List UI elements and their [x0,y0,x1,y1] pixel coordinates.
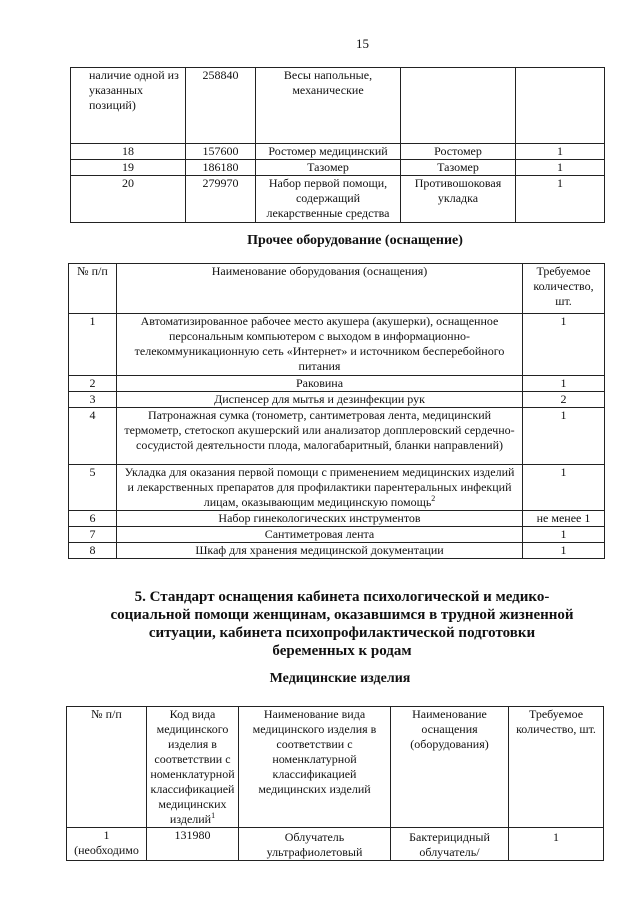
cell-qty: не менее 1 [523,511,605,527]
cell-num: 20 [71,176,186,223]
cell-num: 1 [69,314,117,376]
cell-name: Ростомер медицинский [256,144,401,160]
cell-num: 2 [69,376,117,392]
table-header-row [67,707,604,828]
cell-qty: 2 [523,392,605,408]
cell-name: Шкаф для хранения медицинской документации [117,543,523,559]
header-code-text: Код вида медицинского изделия в соответствии с номенклатурной классификацией медицинских изделий [150,707,235,826]
table-row [69,314,605,376]
cell-name: Набор гинекологических инструментов [117,511,523,527]
cell-qty: 1 [516,160,605,176]
cell-code: 157600 [186,144,256,160]
cell-qty: 1 [516,176,605,223]
cell-name: Тазомер [256,160,401,176]
table-row [69,527,605,543]
header-num: № п/п [69,264,117,314]
table-row [71,176,605,223]
medical-devices-table-continued [70,67,605,223]
table-row [69,543,605,559]
cell-num: 7 [69,527,117,543]
cell-name [117,465,523,511]
cell-qty: 1 [523,527,605,543]
cell-name-text: Укладка для оказания первой помощи с применением медицинских изделий и лекарственных препаратов для профилактики парентеральных инфекций лицам, оказывающим медицинскую помощь [124,465,515,509]
cell-num: 19 [71,160,186,176]
cell-name: Набор первой помощи, содержащий лекарственные средства [256,176,401,223]
table-row [67,828,604,861]
other-equipment-table [68,263,605,559]
header-num: № п/п [67,707,147,828]
section-5-medical-devices-table [66,706,604,861]
cell-qty: 1 [523,465,605,511]
cell-name: Весы напольные, механические [256,68,401,144]
cell-qty: 1 [516,144,605,160]
section-heading-other-equipment: Прочее оборудование (оснащение) [247,233,463,248]
table-header-row [69,264,605,314]
footnote-mark: 2 [431,494,436,503]
cell-code: 186180 [186,160,256,176]
table-row [69,465,605,511]
header-name: Наименование оборудования (оснащения) [117,264,523,314]
table-row [71,68,605,144]
cell-qty: 1 [523,376,605,392]
header-name: Наименование вида медицинского изделия в соответствии с номенклатурной классификацией медицинских изделий [239,707,391,828]
cell-code: 258840 [186,68,256,144]
cell-num: 6 [69,511,117,527]
section-5-title: 5. Стандарт оснащения кабинета психологической и медико-социальной помощи женщинам, оказавшимся в трудной жизненной ситуации, кабинета психопрофилактической подготовки беременных к родам [110,589,574,659]
cell-code: 279970 [186,176,256,223]
footnote-mark: 1 [211,811,216,820]
table-row [69,408,605,465]
cell-qty [516,68,605,144]
header-qty: Требуемое количество, шт. [523,264,605,314]
cell-qty: 1 [523,408,605,465]
section-5-subtitle: Медицинские изделия [269,671,411,686]
table-row [71,144,605,160]
header-code [147,707,239,828]
table-row [69,376,605,392]
cell-equipment: Бактерицидный облучатель/ [391,828,509,861]
cell-num: наличие одной из указанных позиций) [71,68,186,144]
header-equipment: Наименование оснащения (оборудования) [391,707,509,828]
cell-num: 1 (необходимо [67,828,147,861]
cell-equipment: Противошоковая укладка [401,176,516,223]
cell-equipment [401,68,516,144]
cell-name: Раковина [117,376,523,392]
cell-name: Диспенсер для мытья и дезинфекции рук [117,392,523,408]
table-row [69,392,605,408]
cell-name: Облучатель ультрафиолетовый [239,828,391,861]
cell-num: 5 [69,465,117,511]
cell-num: 18 [71,144,186,160]
cell-num: 8 [69,543,117,559]
cell-name: Патронажная сумка (тонометр, сантиметровая лента, медицинский термометр, стетоскоп акушерский или анализатор допплеровский сердечно-сосудистой деятельности плода, малогабаритный, бланки направлений) [117,408,523,465]
table-row [69,511,605,527]
cell-name: Автоматизированное рабочее место акушера (акушерки), оснащенное персональным компьютером с выходом в информационно-телекоммуникационную сеть «Интернет» и источником бесперебойного питания [117,314,523,376]
table-row [71,160,605,176]
page-number: 15 [356,36,369,51]
cell-equipment: Тазомер [401,160,516,176]
cell-name: Сантиметровая лента [117,527,523,543]
cell-num: 4 [69,408,117,465]
cell-equipment: Ростомер [401,144,516,160]
cell-qty: 1 [509,828,604,861]
cell-num: 3 [69,392,117,408]
cell-qty: 1 [523,543,605,559]
cell-code: 131980 [147,828,239,861]
cell-qty: 1 [523,314,605,376]
header-qty: Требуемое количество, шт. [509,707,604,828]
